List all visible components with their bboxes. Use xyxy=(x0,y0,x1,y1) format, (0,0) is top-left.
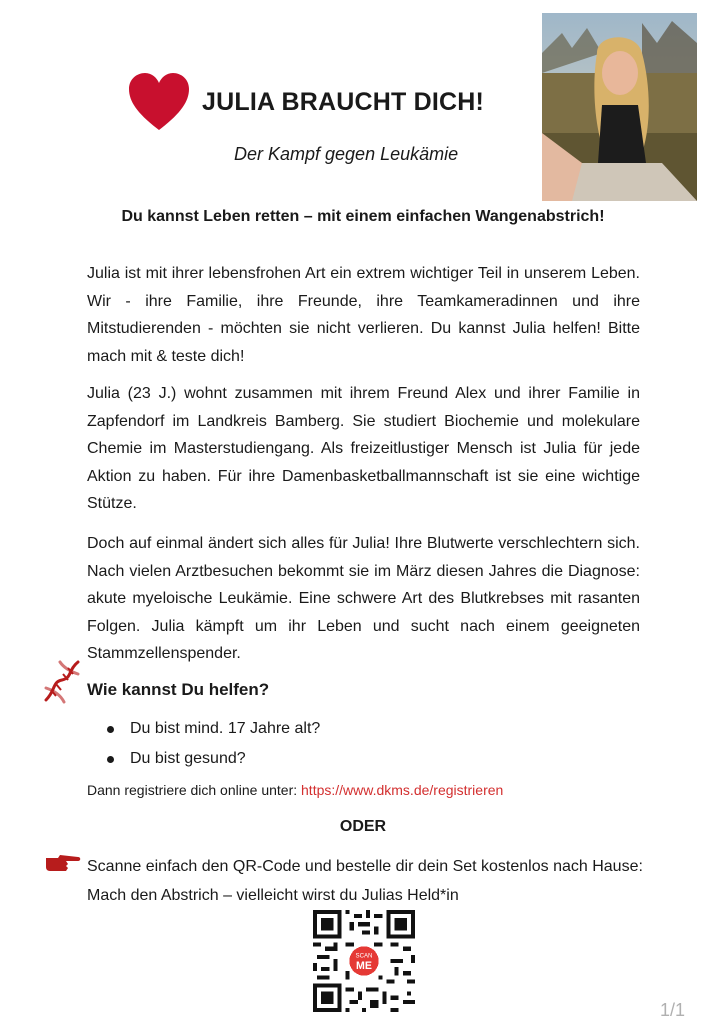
pointing-hand-icon xyxy=(44,852,82,874)
register-line xyxy=(87,782,503,798)
page-subtitle: Der Kampf gegen Leukämie xyxy=(234,144,459,164)
help-heading: Wie kannst Du helfen? xyxy=(87,680,270,699)
qr-badge-line1: SCAN xyxy=(355,952,373,960)
qr-code[interactable] xyxy=(313,910,415,1012)
page-indicator: 1/1 xyxy=(660,1000,686,1020)
register-link[interactable]: https://www.dkms.de/registrieren xyxy=(301,782,504,798)
paragraph-intro: Julia ist mit ihrer lebensfrohen Art ein extrem wichtiger Teil in unserem Leben. Wir - ihre Familie, ihre Freunde, ihre Teamkameradinnen und ihre Mitstudierenden - möchten sie nicht verlieren. Du kannst Julia helfen! Bitte mach mit & teste dich! xyxy=(87,265,640,365)
list-item: Du bist gesund? xyxy=(104,744,320,774)
register-text: Dann registriere dich online unter: xyxy=(87,782,302,798)
julia-photo xyxy=(542,13,697,201)
scan-instructions: Scanne einfach den QR-Code und bestelle dir dein Set kostenlos nach Hause: Mach den Abstrich – vielleicht wirst du Julias Held*in xyxy=(87,858,643,904)
paragraph-diagnosis: Doch auf einmal ändert sich alles für Julia! Ihre Blutwerte verschlechtern sich. Nach vielen Arztbesuchen bekommt sie im März diesen Jahres die Diagnose: akute myeloische Leukämie. Eine schwere Art des Blutkrebses mit rasanten Folgen. Julia kämpft um ihr Leben und sucht nach einem geeigneten Stammzellenspender. xyxy=(87,535,640,662)
requirements-list xyxy=(104,714,320,774)
oder-divider: ODER xyxy=(339,818,387,835)
heart-icon xyxy=(128,72,190,132)
list-item: Du bist mind. 17 Jahre alt? xyxy=(104,714,320,744)
lead-text: Du kannst Leben retten – mit einem einfachen Wangenabstrich! xyxy=(121,208,605,225)
paragraph-about: Julia (23 J.) wohnt zusammen mit ihrem Freund Alex und ihrer Familie in Zapfendorf im Landkreis Bamberg. Sie studiert Biochemie und molekulare Chemie im Masterstudiengang. Als freizeitlustiger Mensch ist Julia für jede Aktion zu haben. Für ihre Damenbasketballmannschaft ist sie eine wichtige Stütze. xyxy=(87,385,640,512)
qr-badge-line2: ME xyxy=(356,959,372,972)
dna-icon xyxy=(42,660,82,704)
page-title: JULIA BRAUCHT DICH! xyxy=(202,88,485,116)
